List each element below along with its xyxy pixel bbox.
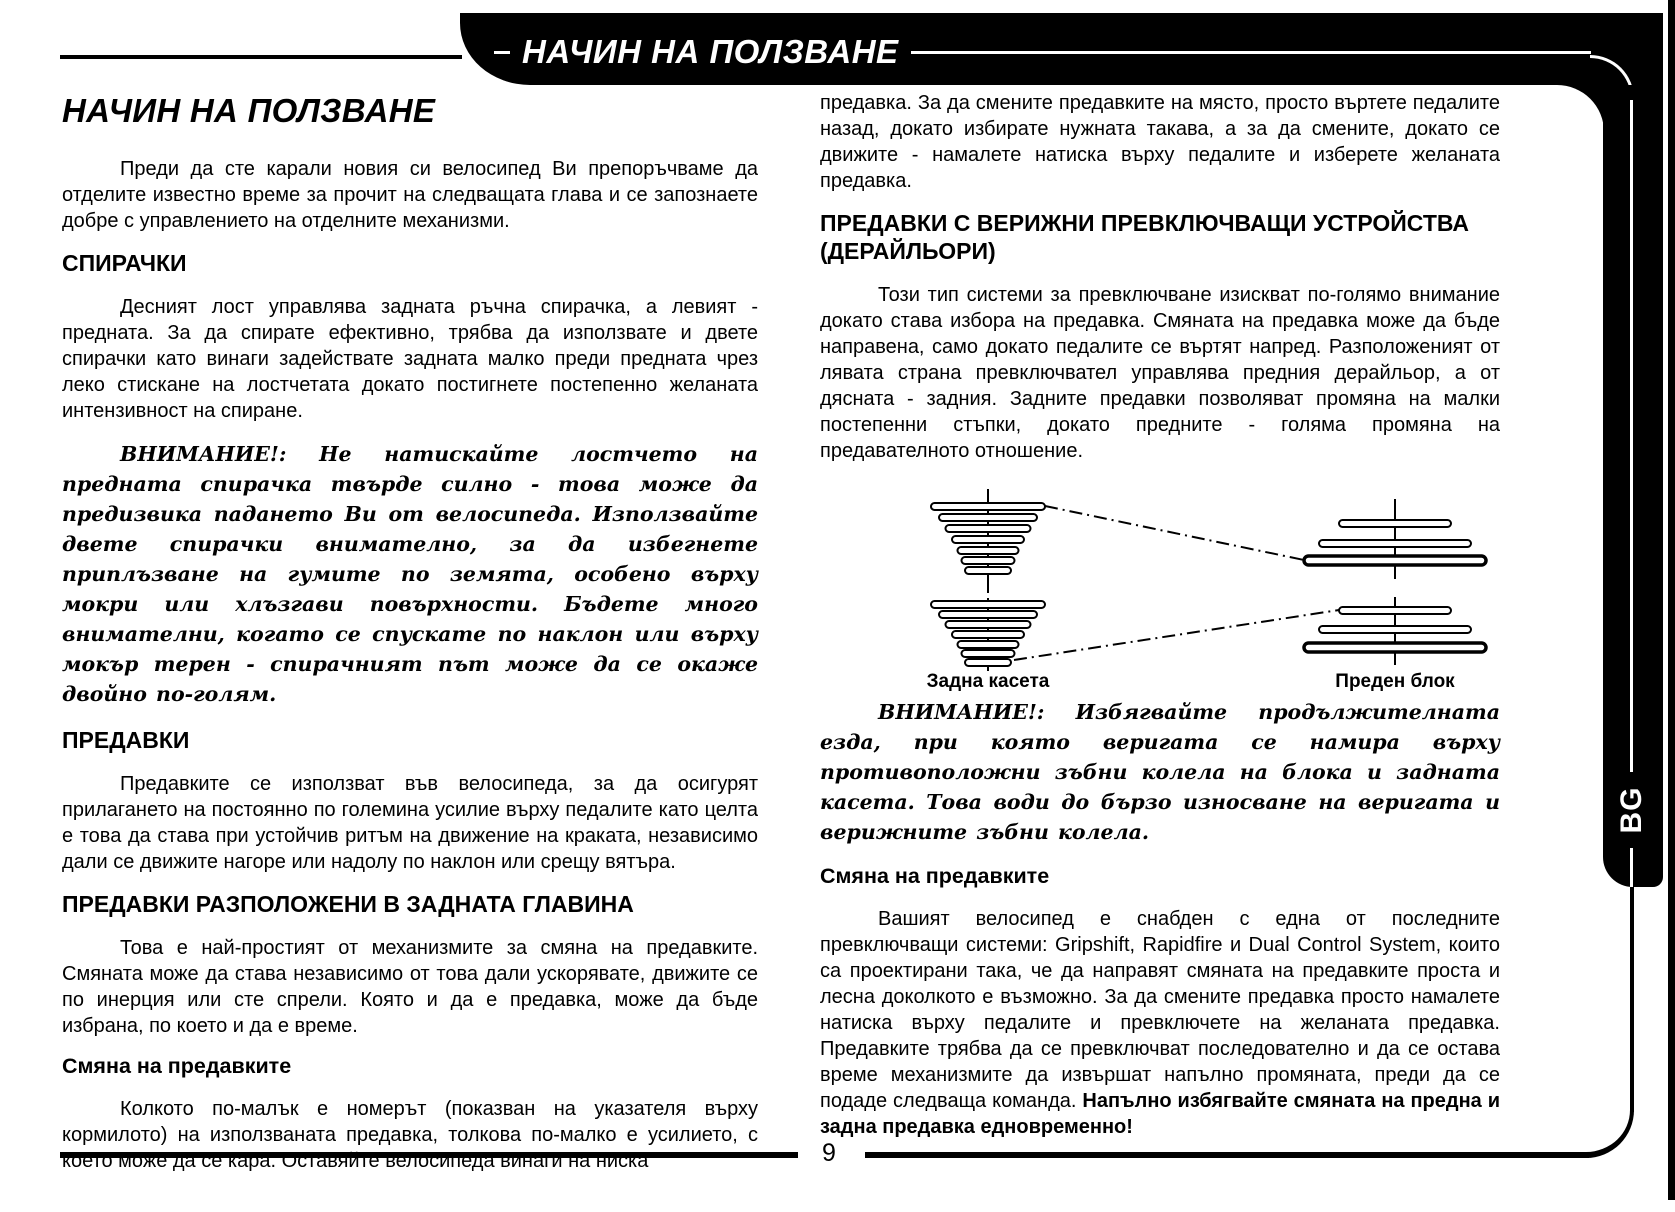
brakes-warning: ВНИМАНИЕ!: Не натискайте лостчето на предната спирачка твърде силно - това може да предизвика падането Ви от велосипеда. Използвайте двете спирачки внимателно, за да избегнете приплъзване на гумите по земята, особено върху мокри или хлъзгави повърхности. Бъдете много внимателни, когато се спускате по наклон или върху мокър терен - спирачният път може да се окаже двойно по-голям.: [62, 442, 758, 706]
page-number: 9: [822, 1139, 836, 1167]
header-left-rule: [60, 55, 462, 59]
gear-diagram: [820, 479, 1500, 691]
gears-heading: ПРЕДАВКИ: [62, 727, 190, 753]
brakes-heading: СПИРАЧКИ: [62, 250, 187, 276]
derailleur-heading: ПРЕДАВКИ С ВЕРИЖНИ ПРЕВКЛЮЧВАЩИ УСТРОЙСТВА (ДЕРАЙЛЬОРИ): [820, 210, 1469, 264]
header-rule-segment: [494, 51, 510, 54]
page-title: НАЧИН НА ПОЛЗВАНЕ: [62, 92, 436, 129]
shifting-text-normal: Вашият велосипед е снабден с една от последните превключващи системи: Gripshift, Rapidfire и Dual Control System, които са проектирани така, че да направят смяната на предавките проста и лесна доколкото е възможно. За да смените предавка просто намалете натиска върху педалите и превключете на желаната предавка. Предавките трябва да се превключват последователно и да се остава време механизмите да извършат напълно промяната, преди да се подаде следваща команда.: [820, 908, 1500, 1112]
shifting-text-bold: Напълно избягвайте смяната на предна и задна предавка едновременно!: [820, 1090, 1500, 1138]
rear-hub-heading: ПРЕДАВКИ РАЗПОЛОЖЕНИ В ЗАДНАТА ГЛАВИНА: [62, 891, 634, 917]
shifting-paragraph-2: [820, 906, 1500, 1140]
footer-rule-corner: [1586, 1110, 1634, 1158]
gear-diagram-figure: [820, 479, 1510, 691]
rear-cassette-label: Задна касета: [926, 671, 1050, 692]
chain-warning: ВНИМАНИЕ!: Избягвайте продължителната езда, при която веригата се намира върху противоположни зъбни колела на блока и задната касета. Това води до бързо износване на веригата и верижните зъбни колела.: [820, 700, 1500, 844]
header-rule-segment: [911, 51, 1591, 54]
derailleur-paragraph: Този тип системи за превключване изискват по-голямо внимание докато става избора на предавка. Смяната на предавка може да бъде направена, само докато педалите се въртят напред. Разположеният от лявата страна превключвател управлява предния дерайльор, а от дясната - задния. Задните предавки позволяват промяна на малки постепенни стъпки, докато предните - голяма промяна на предавателното отношение.: [820, 284, 1500, 462]
shifting-heading-2: Смяна на предавките: [820, 864, 1050, 888]
language-tab: [1603, 85, 1663, 887]
intro-paragraph: Преди да сте карали новия си велосипед Ви препоръчваме да отделите известно време за прочит на следващата глава и се запознаете добре с управлението на отделните механизми.: [62, 158, 758, 232]
tab-rule: [1630, 100, 1633, 772]
left-column: [62, 90, 758, 1189]
right-rule: [1630, 887, 1634, 1112]
page-header-title: НАЧИН НА ПОЛЗВАНЕ: [522, 33, 899, 70]
continuation-paragraph: предавка. За да смените предавките на място, просто въртете педалите назад, докато избирате нужната такава, а за да смените, докато се движите - намалете натиска върху педалите и изберете желаната предавка.: [820, 92, 1500, 192]
gears-paragraph: Предавките се използват във велосипеда, за да осигурят прилагането на постоянно по големина усилие върху педалите като целта е това да става при устойчив ритъм на движение на краката, независимо дали се движите нагоре или надолу по наклон или срещу вятъра.: [62, 773, 758, 873]
shifting-heading: Смяна на предавките: [62, 1054, 292, 1078]
shifting-paragraph: Колкото по-малък е номерът (показван на указателя върху кормилото) на използваната предавка, толкова по-малко е усилието, с което може да се кара. Оставяйте велосипеда винаги на ниска: [62, 1098, 758, 1172]
brakes-paragraph: Десният лост управлява задната ръчна спирачка, а левият - предната. За да спирате ефективно, трябва да използвате и двете спирачки като винаги задействате задната малко преди предната чрез леко стискане на лостчетата докато постигнете постепенно желаната интензивност на спиране.: [62, 296, 758, 422]
header-band: [460, 13, 1663, 85]
front-block-label: Преден блок: [1335, 671, 1455, 692]
page-rounded-corner: [1557, 85, 1604, 132]
rear-hub-paragraph: Това е най-простият от механизмите за смяна на предавките. Смяната може да става независимо от това дали ускорявате, движите се по инерция или сте спрели. Която и да е предавка, може да бъде избрана, по което и да е време.: [62, 937, 758, 1037]
tab-rule: [1630, 848, 1633, 887]
page-edge-strip: [1668, 0, 1675, 1200]
right-column: [820, 90, 1500, 1155]
language-tab-label: BG: [1615, 786, 1648, 834]
